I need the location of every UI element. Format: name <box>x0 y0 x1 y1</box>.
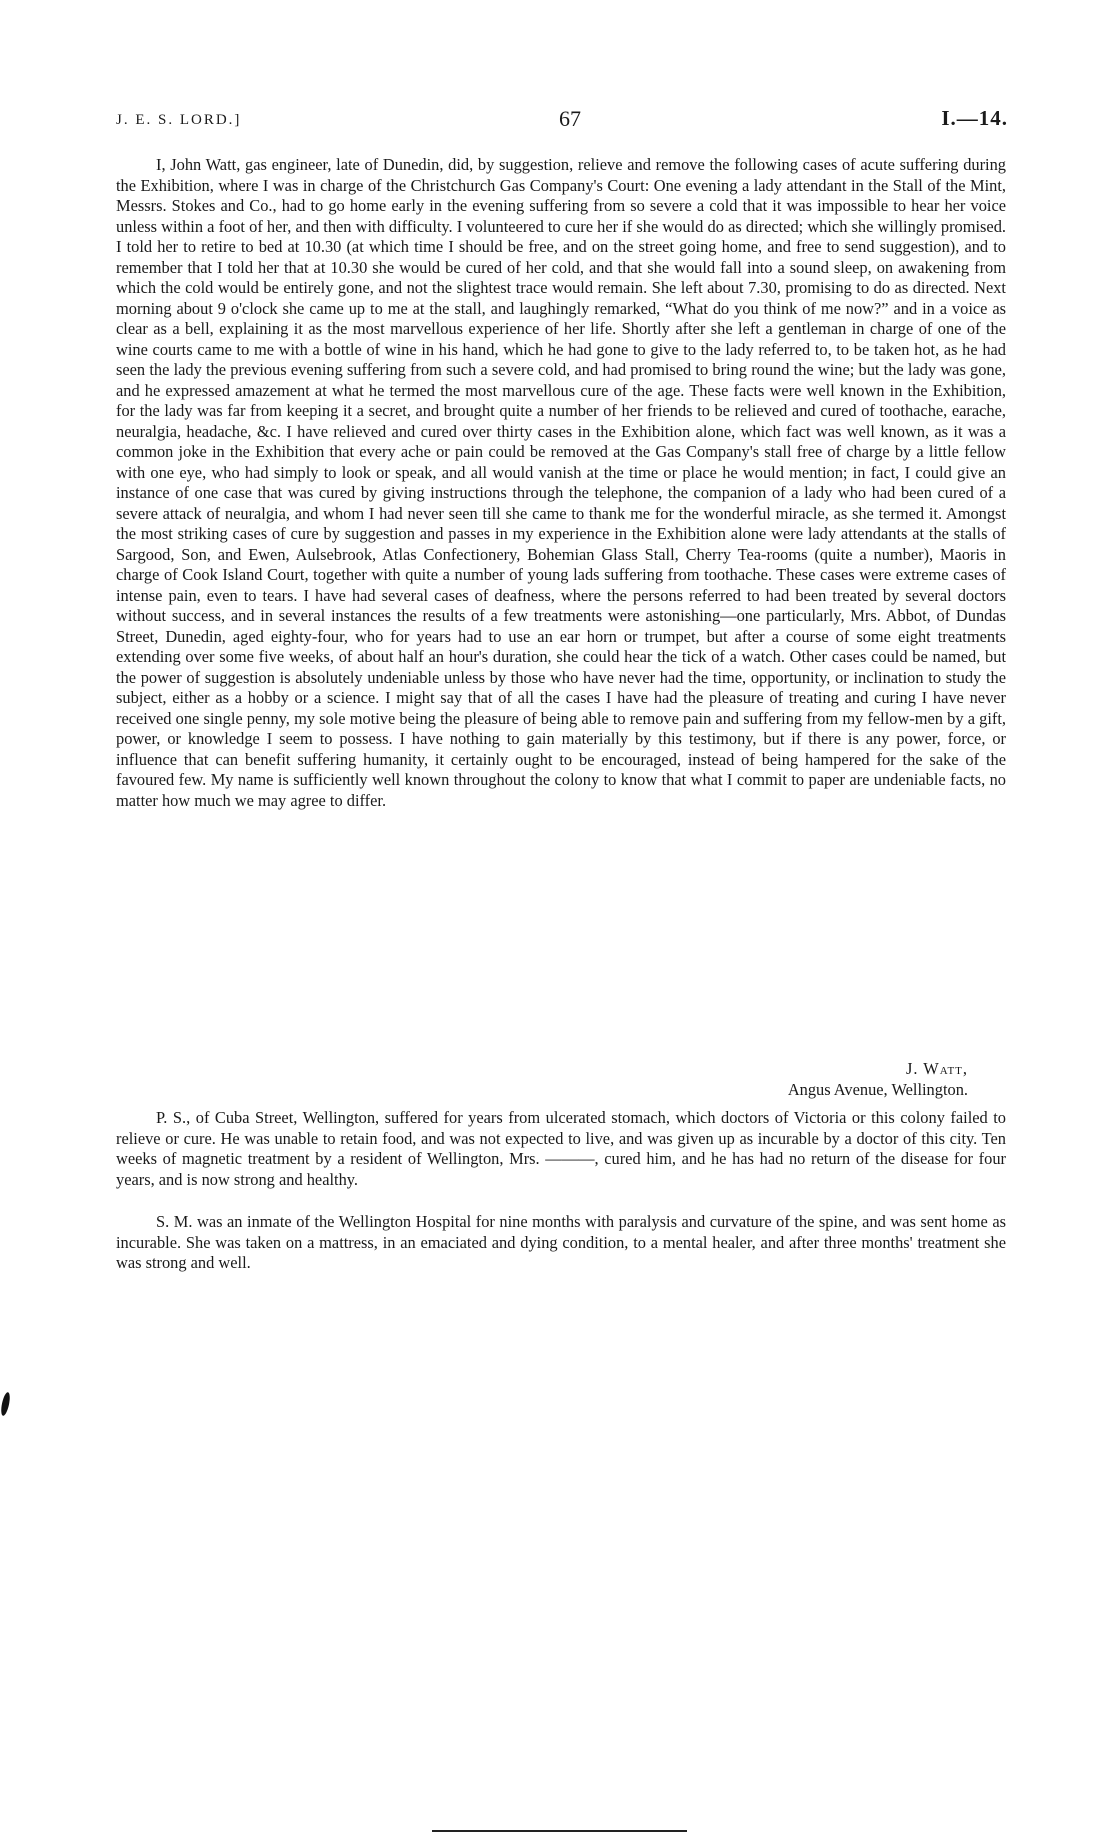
page-number: 67 <box>559 106 581 131</box>
document-reference: I.—14. <box>941 106 1008 130</box>
case-sm <box>116 1212 1006 1274</box>
case-sm-paragraph: S. M. was an inmate of the Wellington Hospital for nine months with paralysis and curvature of the spine, and was sent home as incurable. She was taken on a mattress, in an emaciated and dying condition, to a mental healer, and after three months' treatment she was strong and well. <box>116 1212 1006 1272</box>
signature-address: Angus Avenue, Wellington. <box>787 1080 968 1099</box>
end-rule <box>432 1830 687 1832</box>
signature-block <box>788 1058 968 1100</box>
testimony-paragraph: I, John Watt, gas engineer, late of Dunedin, did, by suggestion, relieve and remove the following cases of acute suffering during the Exhibition, where I was in charge of the Christchurch Gas Company's Court: One evening a lady attendant in the Stall of the Mint, Messrs. Stokes and Co., had to go home early in the evening suffering from so severe a cold that it was impossible to hear her voice unless within a foot of her, and then with difficulty. I volunteered to cure her if she would do as directed; which she willingly promised. I told her to retire to bed at 10.30 (at which time I should be free, and on the street going home, and free to send suggestion), and to remember that I told her that at 10.30 she would be cured of her cold, and that she would fall into a sound sleep, on awakening from which the cold would be entirely gone, and not the slightest trace would remain. She left about 7.30, promising to do as directed. Next morning about 9 o'clock she came up to me at the stall, and laughingly remarked, “What do you think of me now?” and in a voice as clear as a bell, explaining it as the most marvellous experience of her life. Shortly after she left a gentleman in charge of one of the wine courts came to me with a bottle of wine in his hand, which he had gone to give to the lady referred to, to be taken hot, as he had seen the lady the previous evening suffering from such a severe cold, and had promised to bring round the wine; but the lady was gone, and he expressed amazement at what he termed the most marvellous cure of the age. These facts were well known in the Exhibition, for the lady was far from keeping it a secret, and brought quite a number of her friends to be relieved and cured of toothache, earache, neuralgia, headache, &c. I have relieved and cured over thirty cases in the Exhibition alone, which fact was well known, as it was a common joke in the Exhibition that every ache or pain could be removed at the Gas Company's stall free of charge by a little fellow with one eye, who had simply to look or speak, and all would vanish at the time or place he would mention; in fact, I could give an instance of one case that was cured by giving instructions through the telephone, the companion of a lady who had been cured of a severe attack of neuralgia, and whom I had never seen till she came to thank me for the wonderful miracle, as she termed it. Amongst the most striking cases of cure by suggestion and passes in my experience in the Exhibition alone were lady attendants at the stalls of Sargood, Son, and Ewen, Aulsebrook, Atlas Confectionery, Bohemian Glass Stall, Cherry Tea-rooms (quite a number), Maoris in charge of Cook Island Court, together with quite a number of young lads suffering from toothache. These cases were extreme cases of intense pain, even to tears. I have had several cases of deafness, where the persons referred to had been treated by several doctors without success, and in several instances the results of a few treatments were astonishing—one particularly, Mrs. Abbot, of Dundas Street, Dunedin, aged eighty-four, who for years had to use an ear horn or trumpet, but after a course of some eight treatments extending over some five weeks, of about half an hour's duration, she could hear the tick of a watch. Other cases could be named, but the power of suggestion is absolutely undeniable unless by those who have never had the time, opportunity, or inclination to study the subject, either as a hobby or a science. I might say that of all the cases I have had the pleasure of treating and curing I have never received one single penny, my sole motive being the pleasure of being able to remove pain and suffering from my fellow-men by a gift, power, or knowledge I seem to possess. I have nothing to gain materially by this testimony, but if there is any power, force, or influence that can benefit suffering humanity, it certainly ought to be encouraged, instead of being hampered for the sake of the favoured few. My name is sufficiently well known throughout the colony to know that what I commit to paper are undeniable facts, no matter how much we may agree to differ. <box>116 155 1006 810</box>
case-ps-paragraph: P. S., of Cuba Street, Wellington, suffered for years from ulcerated stomach, which doctors of Victoria or this colony failed to relieve or cure. He was unable to retain food, and was not expected to live, and was given up as incurable by a doctor of this city. Ten weeks of magnetic treatment by a resident of Wellington, Mrs. ———, cured him, and he has had no return of the disease for four years, and is now strong and healthy. <box>116 1108 1006 1189</box>
signature-name: J. Watt, <box>905 1059 968 1078</box>
testimony-body <box>116 155 1006 811</box>
running-head-author: J. E. S. LORD.] <box>116 112 242 128</box>
ink-blot <box>0 1392 11 1417</box>
case-ps <box>116 1108 1006 1190</box>
